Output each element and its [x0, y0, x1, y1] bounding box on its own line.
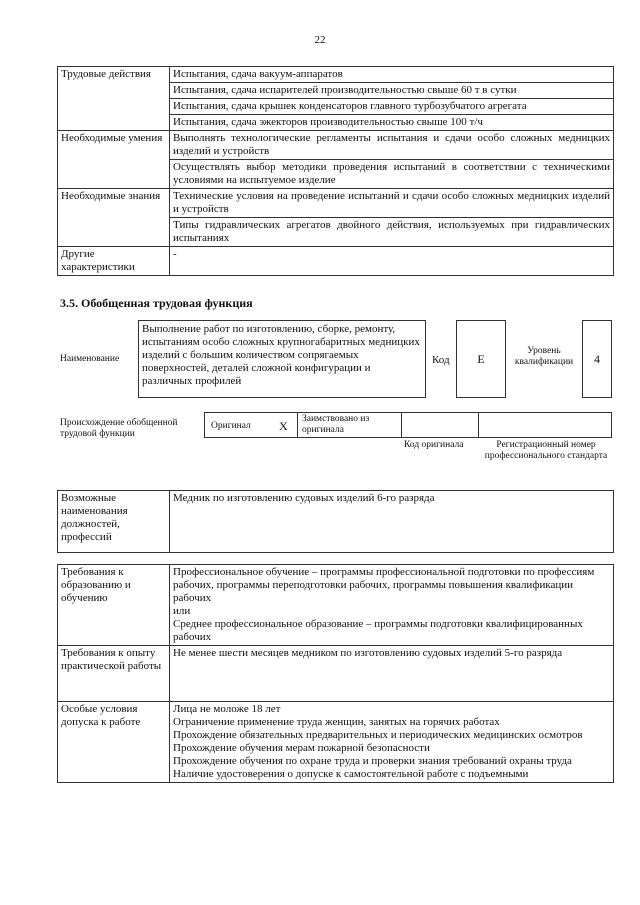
original-mark: X — [279, 419, 288, 433]
admission-item: Прохождение обучения мерам пожарной безопасности — [173, 742, 430, 754]
other-characteristics-value: - — [170, 247, 614, 276]
label-labor-actions: Трудовые действия — [58, 67, 170, 131]
origin-table — [204, 412, 612, 438]
level-value: 4 — [582, 320, 612, 398]
positions-label: Возможные наименования должностей, профессий — [58, 491, 170, 553]
labor-action-item: Испытания, сдача крышек конденсаторов главного турбозубчатого агрегата — [170, 99, 614, 115]
section-title: 3.5. Обобщенная трудовая функция — [60, 296, 253, 310]
borrowed-label: Заимствовано из оригинала — [302, 414, 370, 435]
skill-item: Выполнять технологические регламенты испытания и сдачи особо сложных медницких изделий и устройств — [170, 131, 614, 160]
original-code-caption: Код оригинала — [404, 440, 464, 450]
education-item: или — [173, 605, 191, 617]
admission-item: Прохождение обучения по охране труда и проверки знания требований охраны труда — [173, 755, 572, 767]
divider — [401, 413, 402, 437]
education-item: Среднее профессиональное образование – программы подготовки квалифицированных рабочих — [173, 618, 583, 643]
admission-item: Лица не моложе 18 лет — [173, 703, 281, 715]
reg-number-caption: Регистрационный номер профессионального стандарта — [484, 440, 608, 461]
admission-value — [170, 702, 614, 783]
function-name-value: Выполнение работ по изготовлению, сборке, ремонту, испытаниям особо сложных крупногабаритных медницких изделий с большим количеством сопрягаемых поверхностей, деталей сложной конфигурации и различных профилей — [138, 320, 426, 398]
divider — [478, 413, 479, 437]
code-label: Код — [432, 354, 450, 366]
divider — [297, 413, 298, 437]
knowledge-item: Технические условия на проведение испытаний и сдачи особо сложных медницких изделий и устройств — [170, 189, 614, 218]
page-number: 22 — [314, 34, 326, 46]
label-required-knowledge: Необходимые знания — [58, 189, 170, 247]
skill-item: Осуществлять выбор методики проведения испытаний в соответствии с техническими условиями на испытуемое изделие — [170, 160, 614, 189]
education-label: Требования к образованию и обучению — [58, 565, 170, 646]
admission-item: Прохождение обязательных предварительных и периодических медицинских осмотров — [173, 729, 583, 741]
labor-functions-table — [57, 66, 614, 276]
name-label: Наименование — [60, 354, 120, 364]
education-value — [170, 565, 614, 646]
experience-value: Не менее шести месяцев медником по изготовлению судовых изделий 5-го разряда — [170, 646, 614, 702]
knowledge-item: Типы гидравлических агрегатов двойного действия, используемых при гидравлических испытаниях — [170, 218, 614, 247]
origin-label: Происхождение обобщенной трудовой функции — [60, 418, 178, 439]
labor-action-item: Испытания, сдача эжекторов производительностью свыше 100 т/ч — [170, 115, 614, 131]
requirements-table — [57, 564, 614, 783]
positions-table — [57, 490, 614, 553]
labor-action-item: Испытания, сдача испарителей производительностью свыше 60 т в сутки — [170, 83, 614, 99]
admission-item: Ограничение применение труда женщин, занятых на горячих работах — [173, 716, 500, 728]
labor-action-item: Испытания, сдача вакуум-аппаратов — [170, 67, 614, 83]
admission-item: Наличие удостоверения о допуске к самостоятельной работе с подъемными — [173, 768, 529, 780]
original-label: Оригинал — [211, 421, 251, 431]
level-label: Уровень квалификации — [514, 346, 574, 367]
label-other-characteristics: Другие характеристики — [58, 247, 170, 276]
admission-label: Особые условия допуска к работе — [58, 702, 170, 783]
education-item: Профессиональное обучение – программы профессиональной подготовки по профессиям рабочих, программы переподготовки рабочих, программы повышения квалификации рабочих — [173, 566, 595, 604]
experience-label: Требования к опыту практической работы — [58, 646, 170, 702]
label-required-skills: Необходимые умения — [58, 131, 170, 189]
positions-value: Медник по изготовлению судовых изделий 6-го разряда — [170, 491, 614, 553]
code-value: E — [456, 320, 506, 398]
